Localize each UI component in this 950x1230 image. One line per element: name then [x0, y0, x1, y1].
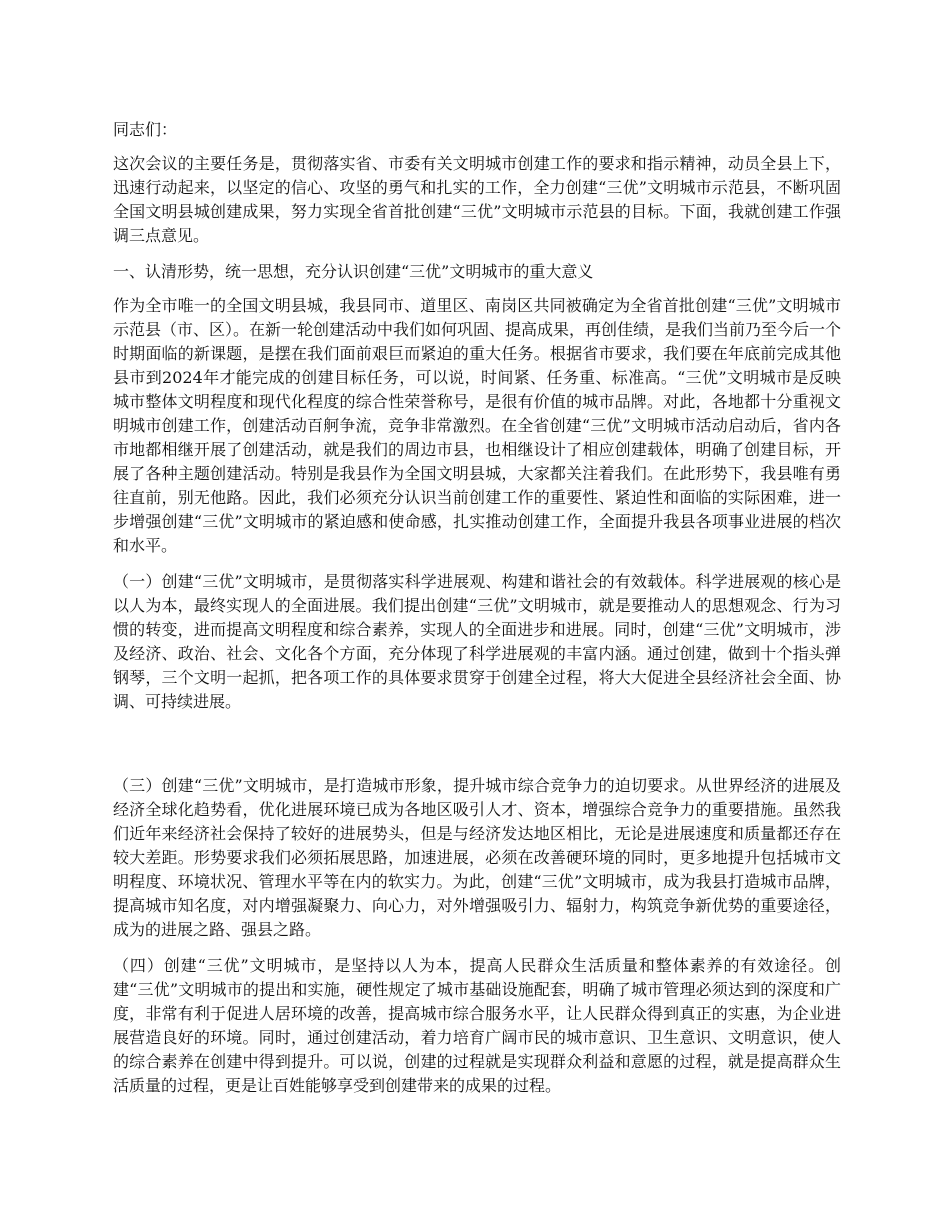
point-3-paragraph: （三）创建“三优”文明城市，是打造城市形象，提升城市综合竞争力的迫切要求。从世界经济的进展及经济全球化趋势看，优化进展环境已成为各地区吸引人才、资本，增强综合竞争力的重要措施。虽然我们近年来经济社会保持了较好的进展势头，但是与经济发达地区相比，无论是进展速度和质量都还存在较大差距。形势要求我们必须拓展思路，加速进展，必须在改善硬环境的同时，更多地提升包括城市文明程度、环境状况、管理水平等在内的软实力。为此，创建“三优”文明城市，成为我县打造城市品牌，提高城市知名度，对内增强凝聚力、向心力，对外增强吸引力、辐射力，构筑竞争新优势的重要途径，成为的进展之路、强县之路。 — [113, 776, 841, 939]
intro-paragraph: 这次会议的主要任务是，贯彻落实省、市委有关文明城市创建工作的要求和指示精神，动员全县上下，迅速行动起来，以坚定的信心、攻坚的勇气和扎实的工作，全力创建“三优”文明城市示范县，不断巩固全国文明县城创建成果，努力实现全省首批创建“三优”文明城市示范县的目标。下面，我就创建工作强调三点意见。 — [113, 154, 841, 245]
section-1-body-paragraph: 作为全市唯一的全国文明县城，我县同市、道里区、南岗区共同被确定为全省首批创建“三优”文明城市示范县（市、区）。在新一轮创建活动中我们如何巩固、提高成果，再创佳绩，是我们当前乃至今后一个时期面临的新课题，是摆在我们面前艰巨而紧迫的重大任务。根据省市要求，我们要在年底前完成其他县市到2024年才能完成的创建目标任务，可以说，时间紧、任务重、标准高。“三优”文明城市是反映城市整体文明程度和现代化程度的综合性荣誉称号，是很有价值的城市品牌。对此，各地都十分重视文明城市创建工作，创建活动百舸争流，竞争非常激烈。在全省创建“三优”文明城市活动启动后，省内各市地都相继开展了创建活动，就是我们的周边市县，也相继设计了相应创建载体，明确了创建目标，开展了各种主题创建活动。特别是我县作为全国文明县城，大家都关注着我们。在此形势下，我县唯有勇往直前，别无他路。因此，我们必须充分认识当前创建工作的重要性、紧迫性和面临的实际困难，进一步增强创建“三优”文明城市的紧迫感和使命感，扎实推动创建工作，全面提升我县各项事业进展的档次和水平。 — [113, 296, 842, 555]
blank-gap — [113, 726, 841, 774]
point-1-paragraph: （一）创建“三优”文明城市，是贯彻落实科学进展观、构建和谐社会的有效载体。科学进展观的核心是以人为本，最终实现人的全面进展。我们提出创建“三优”文明城市，就是要推动人的思想观念、行为习惯的转变，进而提高文明程度和综合素养，实现人的全面进步和进展。同时，创建“三优”文明城市，涉及经济、政治、社会、文化各个方面，充分体现了科学进展观的丰富内涵。通过创建，做到十个指头弹钢琴，三个文明一起抓，把各项工作的具体要求贯穿于创建全过程，将大大促进全县经济社会全面、协调、可持续进展。 — [113, 572, 841, 711]
salutation: 同志们： — [113, 120, 178, 139]
document-page — [113, 118, 841, 1110]
point-4-paragraph: （四）创建“三优”文明城市，是坚持以人为本，提高人民群众生活质量和整体素养的有效途径。创建“三优”文明城市的提出和实施，硬性规定了城市基础设施配套，明确了城市管理必须达到的深度和广度，非常有利于促进人居环境的改善，提高城市综合服务水平，让人民群众得到真正的实惠，为企业进展营造良好的环境。同时，通过创建活动，着力培育广阔市民的城市意识、卫生意识、文明意识，使人的综合素养在创建中得到提升。可以说，创建的过程就是实现群众利益和意愿的过程，就是提高群众生活质量的过程，更是让百姓能够享受到创建带来的成果的过程。 — [113, 956, 841, 1095]
section-heading-1: 一、认清形势，统一思想，充分认识创建“三优”文明城市的重大意义 — [113, 262, 594, 281]
